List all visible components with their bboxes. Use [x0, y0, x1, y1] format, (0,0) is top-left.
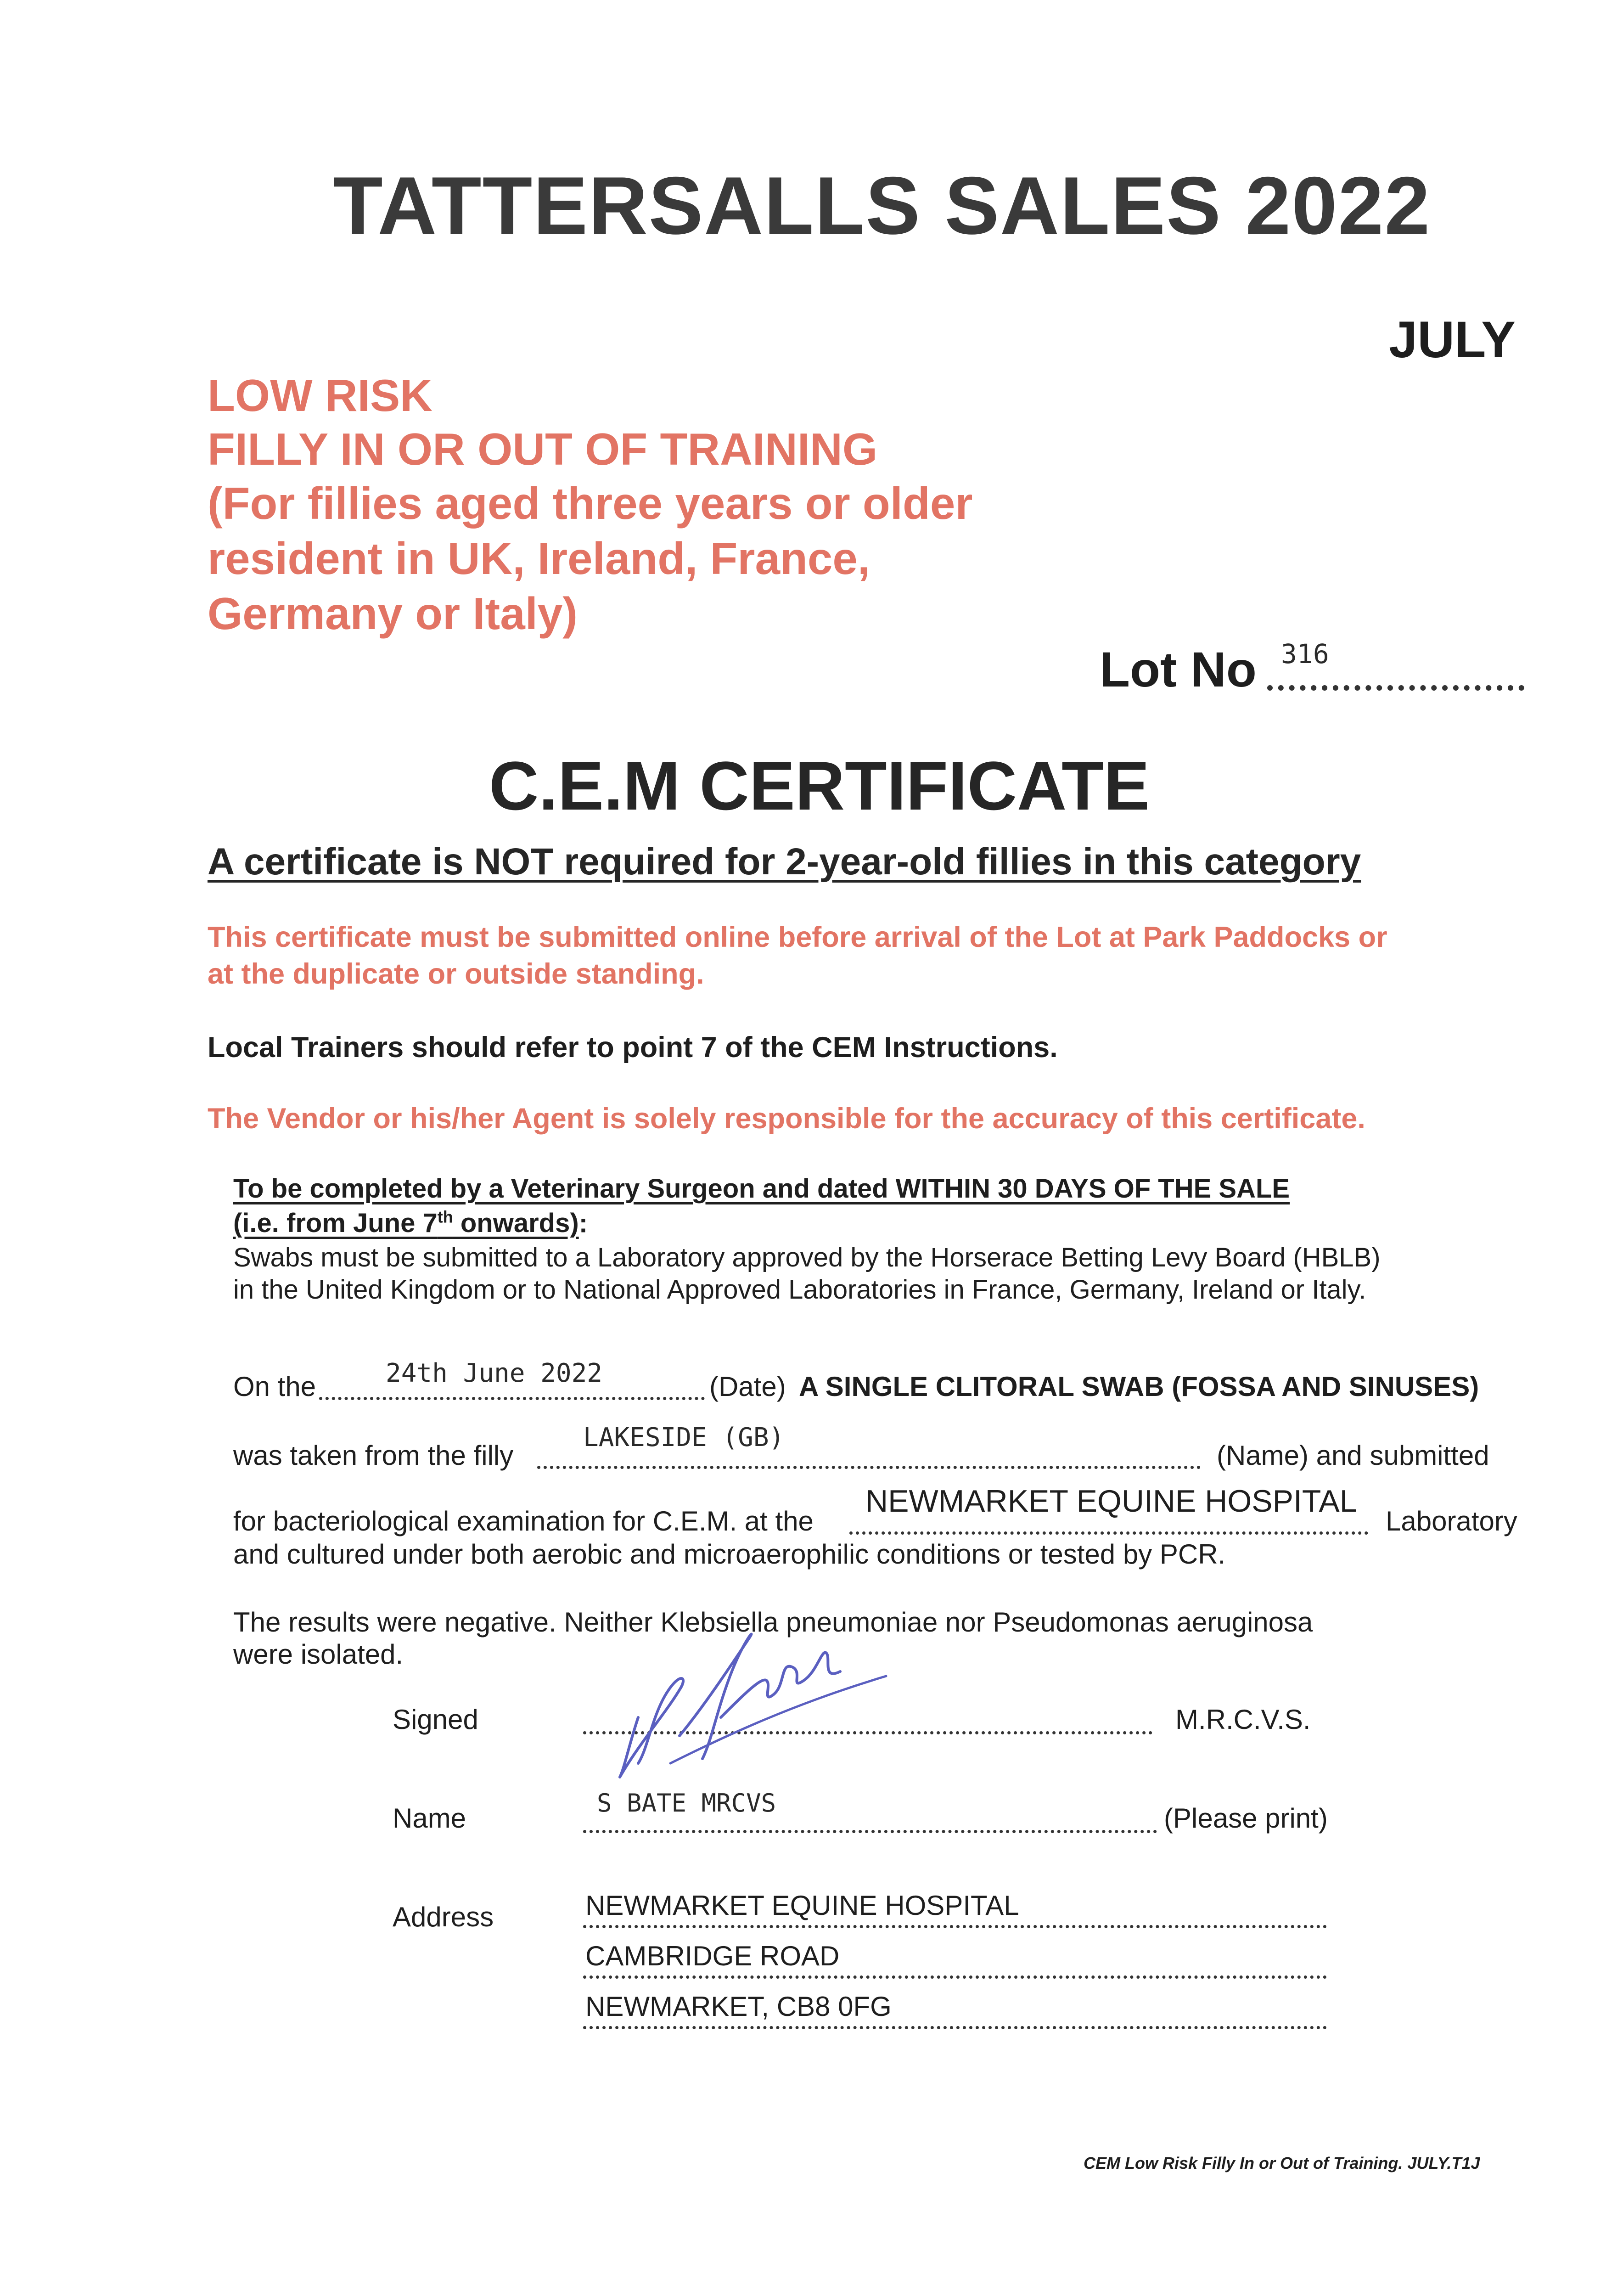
local-trainers-notice: Local Trainers should refer to point 7 of the CEM Instructions. [208, 1031, 1058, 1064]
footer-reference: CEM Low Risk Filly In or Out of Training. JULY.T1J [1084, 2154, 1480, 2172]
category-risk: LOW RISK [208, 370, 432, 421]
category-eligibility-2: resident in UK, Ireland, France, [208, 533, 870, 584]
date-suffix: (Date) [709, 1371, 786, 1402]
submit-notice-2: at the duplicate or outside standing. [208, 958, 704, 990]
address-line-2: CAMBRIDGE ROAD [585, 1941, 840, 1971]
on-the-label: On the [233, 1371, 316, 1402]
vet-name-value: S BATE MRCVS [597, 1789, 776, 1818]
swabs-note-2: in the United Kingdom or to National Approved Laboratories in France, Germany, Ireland or Italy. [233, 1275, 1366, 1305]
lab-value: NEWMARKET EQUINE HOSPITAL [865, 1484, 1357, 1519]
period-text-end: onwards) [453, 1208, 579, 1238]
lot-dots [1267, 685, 1524, 691]
address-line-1: NEWMARKET EQUINE HOSPITAL [585, 1890, 1019, 1921]
please-print-label: (Please print) [1164, 1803, 1328, 1834]
address-dots-3 [583, 2026, 1327, 2029]
name-field-dots [583, 1830, 1157, 1833]
name-label: Name [393, 1803, 466, 1834]
date-value: 24th June 2022 [386, 1358, 603, 1388]
date-field-dots [319, 1397, 705, 1400]
period-colon: : [578, 1208, 588, 1238]
category-type: FILLY IN OR OUT OF TRAINING [208, 424, 878, 474]
lab-suffix: Laboratory [1386, 1506, 1517, 1536]
submit-notice-1: This certificate must be submitted online before arrival of the Lot at Park Paddocks or [208, 921, 1387, 953]
signature-scribble [611, 1626, 895, 1782]
category-eligibility-1: (For fillies aged three years or older [208, 478, 973, 529]
vet-section-heading: To be completed by a Veterinary Surgeon and dated WITHIN 30 DAYS OF THE SALE [233, 1174, 1290, 1204]
sale-month: JULY [1389, 311, 1516, 368]
lab-field-dots [849, 1531, 1368, 1535]
results-line-1: The results were negative. Neither Klebsiella pneumoniae nor Pseudomonas aeruginosa [233, 1607, 1313, 1638]
address-label: Address [393, 1902, 494, 1932]
certificate-title: C.E.M CERTIFICATE [489, 747, 1150, 824]
category-eligibility-3: Germany or Italy) [208, 588, 578, 639]
certificate-subtitle: A certificate is NOT required for 2-year-old fillies in this category [208, 841, 1361, 883]
period-text: (i.e. from June 7 [233, 1208, 438, 1238]
vendor-notice: The Vendor or his/her Agent is solely responsible for the accuracy of this certificate. [208, 1103, 1365, 1135]
period-sup: th [437, 1208, 453, 1227]
signed-label: Signed [393, 1704, 478, 1735]
results-line-2: were isolated. [233, 1639, 404, 1670]
taken-from-label: was taken from the filly [233, 1440, 514, 1471]
address-dots-2 [583, 1975, 1327, 1979]
address-line-3: NEWMARKET, CB8 0FG [585, 1991, 892, 2022]
lot-label: Lot No [1100, 642, 1257, 697]
page-title: TATTERSALLS SALES 2022 [333, 160, 1431, 251]
mrcvs-suffix: M.R.C.V.S. [1175, 1704, 1311, 1735]
cultured-note: and cultured under both aerobic and microaerophilic conditions or tested by PCR. [233, 1539, 1226, 1570]
vet-section-period [233, 1208, 588, 1238]
filly-field-dots [537, 1466, 1201, 1469]
bacteriological-label: for bacteriological examination for C.E.M. at the [233, 1506, 814, 1536]
filly-name-suffix: (Name) and submitted [1217, 1440, 1489, 1471]
lot-number: 316 [1281, 638, 1329, 670]
swab-description: A SINGLE CLITORAL SWAB (FOSSA AND SINUSES) [799, 1371, 1479, 1402]
address-dots-1 [583, 1925, 1327, 1928]
filly-name-value: LAKESIDE (GB) [583, 1423, 785, 1452]
swabs-note-1: Swabs must be submitted to a Laboratory approved by the Horserace Betting Levy Board (HBLB) [233, 1243, 1381, 1272]
